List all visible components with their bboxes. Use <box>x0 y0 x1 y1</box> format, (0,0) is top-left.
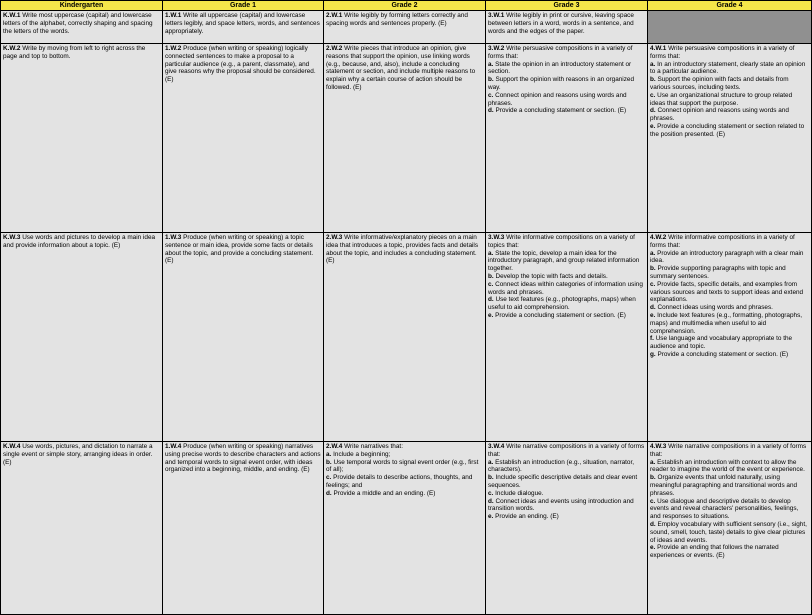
sub-item-text: Connect opinion and reasons using words and phrases. <box>488 91 627 107</box>
sub-item-label: d. <box>650 304 656 312</box>
standard-code: 4.W.3 <box>650 443 667 450</box>
sub-item-text: Provide a concluding statement or section. (E) <box>495 311 626 319</box>
standard-cell <box>324 44 486 233</box>
header-kindergarten: Kindergarten <box>1 1 163 11</box>
sub-item-text: Provide supporting paragraphs with topic and summary sentences. <box>650 265 786 280</box>
standard-text: Write narrative compositions in a variety of forms that: <box>650 443 807 458</box>
standard-text: Write persuasive compositions in a variety of forms that: <box>488 45 633 60</box>
sub-item <box>650 304 809 312</box>
sub-item-label: g. <box>650 350 656 358</box>
sub-item-label: d. <box>650 107 656 115</box>
sub-item-label: f. <box>650 335 654 343</box>
standard-text: Write informative/explanatory pieces on a main idea that introduces a topic, provides facts and details about the topic, and includes a concluding statement. (E) <box>326 234 479 265</box>
sub-item-text: Establish an introduction (e.g., situation, narrator, characters). <box>488 458 635 474</box>
standard-text: Write persuasive compositions in a variety of forms that: <box>650 45 795 60</box>
sub-item-text: Use text features (e.g., photographs, maps) when useful to aid comprehension. <box>488 296 636 312</box>
sub-item-text: Employ vocabulary with sufficient sensory (i.e., sight, sound, smell, touch, taste) details to give clear pictures of ideas and events. <box>650 520 807 544</box>
sub-item <box>488 273 645 281</box>
standard-code: K.W.3 <box>3 234 21 241</box>
sub-item-text: State the topic, develop a main idea for the introductory paragraph, and group related information together. <box>488 249 640 273</box>
sub-item <box>488 459 645 475</box>
standard-cell <box>163 442 324 615</box>
sub-item-label: d. <box>326 489 332 497</box>
sub-item <box>650 265 809 281</box>
sub-item-label: b. <box>488 272 494 280</box>
sub-item-label: c. <box>488 280 494 288</box>
sub-item-label: a. <box>488 458 494 466</box>
standard-code: K.W.4 <box>3 443 21 450</box>
sub-item-label: b. <box>326 458 332 466</box>
sub-item-label: d. <box>488 497 494 505</box>
standard-cell <box>324 233 486 442</box>
sub-item-text: Include dialogue. <box>495 489 544 497</box>
standard-text: Produce (when writing or speaking) logically connected sentences to make a proposal to a particular audience (e.g., a parent, classmate), and give reasons why the proposal should be considered. (E) <box>165 45 316 84</box>
sub-item-label: e. <box>650 122 656 130</box>
standard-text: Write most uppercase (capital) and lowercase letters of the alphabet, correctly shaping and spacing the letters of the words. <box>3 12 153 35</box>
header-grade-4: Grade 4 <box>648 1 812 11</box>
standard-cell <box>163 44 324 233</box>
standard-code: 1.W.3 <box>165 234 182 241</box>
standard-code: 4.W.2 <box>650 234 667 241</box>
standard-text: Write informative compositions in a variety of forms that: <box>650 234 795 249</box>
header-grade-3: Grade 3 <box>486 1 648 11</box>
standard-text: Write legibly by forming letters correctly and spacing words and sentences properly. (E) <box>326 12 468 27</box>
sub-item-label: c. <box>488 91 494 99</box>
sub-item <box>488 474 645 490</box>
standard-cell <box>486 442 648 615</box>
sub-item-label: d. <box>488 107 494 115</box>
standard-code: K.W.2 <box>3 45 21 52</box>
sub-item <box>650 498 809 521</box>
standard-code: 3.W.3 <box>488 234 505 241</box>
standard-code: 3.W.1 <box>488 12 505 19</box>
standard-code: 2.W.3 <box>326 234 343 241</box>
sub-item-label: c. <box>650 280 656 288</box>
standard-code: 2.W.2 <box>326 45 343 52</box>
sub-item <box>650 107 809 123</box>
standard-text: Write narrative compositions in a variety of forms that: <box>488 443 645 458</box>
sub-item <box>650 474 809 497</box>
standard-cell <box>486 233 648 442</box>
standard-cell <box>324 442 486 615</box>
standard-code: 1.W.1 <box>165 12 182 19</box>
sub-item <box>488 296 645 312</box>
sub-item <box>488 92 645 108</box>
sub-item <box>488 312 645 320</box>
standard-code: K.W.1 <box>3 12 21 19</box>
table-row <box>1 442 812 615</box>
standard-cell <box>163 233 324 442</box>
sub-item-text: Develop the topic with facts and details. <box>495 272 608 280</box>
standard-code: 1.W.4 <box>165 443 182 450</box>
standard-text: Write narratives that: <box>344 443 403 450</box>
sub-item <box>650 250 809 266</box>
sub-item-text: Provide a concluding statement or section. (E) <box>657 350 789 358</box>
sub-item-label: a. <box>650 60 656 68</box>
standard-code: 3.W.2 <box>488 45 505 52</box>
standard-cell <box>648 442 812 615</box>
standard-text: Write legibly in print or cursive, leaving space between letters in a word, words in a sentence, and words and the edges of the paper. <box>488 12 634 35</box>
sub-item <box>650 351 809 359</box>
sub-item-text: Provide a middle and an ending. (E) <box>333 489 436 497</box>
sub-item <box>650 521 809 544</box>
sub-item-text: Include a beginning; <box>333 450 391 458</box>
sub-item <box>650 61 809 77</box>
sub-item-text: Support the opinion with reasons in an organized way. <box>488 76 635 91</box>
sub-item-label: b. <box>488 474 494 482</box>
sub-item-label: d. <box>650 520 656 528</box>
sub-item-text: Connect ideas within categories of information using words and phrases. <box>488 280 643 296</box>
sub-item-label: c. <box>326 474 332 482</box>
sub-item-label: c. <box>650 91 656 99</box>
sub-item <box>488 513 645 521</box>
sub-item-text: Provide facts, specific details, and examples from various sources and texts to support ideas and extend explanations. <box>650 280 804 304</box>
sub-item-text: Include text features (e.g., formatting, photographs, maps) and multimedia when useful to aid comprehension. <box>650 311 803 335</box>
standard-code: 1.W.2 <box>165 45 182 52</box>
sub-item-label: e. <box>488 311 494 319</box>
sub-item <box>650 76 809 92</box>
sub-item-text: Provide an ending. (E) <box>495 513 559 521</box>
sub-item-label: b. <box>650 76 656 84</box>
sub-item <box>650 544 809 560</box>
sub-item-text: Connect opinion and reasons using words and phrases. <box>650 107 789 123</box>
sub-item-text: Establish an introduction with context to allow the reader to imagine the world of the event or experience. <box>650 458 805 474</box>
sub-item-label: c. <box>650 497 656 505</box>
sub-item <box>650 123 809 139</box>
empty-cell <box>648 11 812 44</box>
sub-item-label: e. <box>488 513 494 521</box>
sub-item-text: Provide a concluding statement or section related to the position presented. (E) <box>650 122 805 138</box>
header-row <box>1 1 812 11</box>
sub-item-text: Use an organizational structure to group related ideas that support the purpose. <box>650 91 793 107</box>
standard-cell <box>486 11 648 44</box>
sub-item <box>488 250 645 273</box>
standard-text: Write all uppercase (capital) and lowercase letters legibly, and space letters, words, and sentences appropriately. <box>165 12 320 35</box>
sub-item <box>488 76 645 92</box>
sub-item <box>326 451 483 459</box>
standard-text: Use words and pictures to develop a main idea and provide information about a topic. (E) <box>3 234 156 249</box>
sub-item-label: e. <box>650 311 656 319</box>
standard-cell <box>1 44 163 233</box>
sub-item-text: Connect ideas using words and phrases. <box>657 304 773 312</box>
standard-cell <box>324 11 486 44</box>
sub-item-text: Support the opinion with facts and details from various sources, including texts. <box>650 76 789 91</box>
sub-item-label: b. <box>650 265 656 273</box>
sub-item-text: Use dialogue and descriptive details to develop events and reveal characters' personalities, feelings, and responses to situations. <box>650 497 799 521</box>
sub-item-text: Use temporal words to signal event order (e.g., first of all); <box>326 458 479 474</box>
sub-item-text: Include specific descriptive details and clear event sequences. <box>488 474 638 489</box>
sub-item <box>326 474 483 490</box>
sub-item-label: d. <box>488 296 494 304</box>
sub-item <box>650 335 809 351</box>
sub-item-text: Organize events that unfold naturally, using meaningful paragraphing and transitional words and phrases. <box>650 474 798 497</box>
sub-item-label: c. <box>488 489 494 497</box>
sub-item-label: a. <box>650 458 656 466</box>
table-row <box>1 11 812 44</box>
sub-item-label: a. <box>488 60 494 68</box>
sub-item-label: a. <box>650 249 656 257</box>
sub-item <box>326 490 483 498</box>
table-row <box>1 44 812 233</box>
sub-item-label: a. <box>326 450 332 458</box>
standard-code: 4.W.1 <box>650 45 667 52</box>
standard-cell <box>648 233 812 442</box>
sub-item <box>488 61 645 77</box>
standard-cell <box>1 11 163 44</box>
standard-cell <box>486 44 648 233</box>
sub-item-text: Provide an ending that follows the narrated experiences or events. (E) <box>650 544 779 560</box>
sub-item <box>488 281 645 297</box>
standard-cell <box>1 442 163 615</box>
standard-text: Produce (when writing or speaking) narratives using precise words to describe characters and actions and temporal words to signal event order, with ideas organized into a beginning, middle, and ending. (E) <box>165 443 321 474</box>
sub-item <box>488 498 645 514</box>
table-row <box>1 233 812 442</box>
sub-item <box>488 490 645 498</box>
sub-item-label: a. <box>488 249 494 257</box>
sub-item-text: Use language and vocabulary appropriate to the audience and topic. <box>650 335 793 351</box>
sub-item <box>650 281 809 304</box>
header-grade-2: Grade 2 <box>324 1 486 11</box>
sub-item-text: Connect ideas and events using introduction and transition words. <box>488 497 634 513</box>
standard-text: Use words, pictures, and dictation to narrate a single event or simple story, arranging ideas in order. (E) <box>3 443 153 466</box>
sub-item-label: e. <box>650 544 656 552</box>
standard-code: 2.W.1 <box>326 12 343 19</box>
sub-item-text: Provide details to describe actions, thoughts, and feelings; and <box>326 474 473 489</box>
sub-item <box>650 92 809 108</box>
sub-item-label: b. <box>650 474 656 482</box>
standard-cell <box>163 11 324 44</box>
sub-item <box>488 107 645 115</box>
standard-text: Produce (when writing or speaking) a topic sentence or main idea, provide some facts or details about the topic, and provide a concluding statement. (E) <box>165 234 314 265</box>
standard-cell <box>1 233 163 442</box>
sub-item <box>650 312 809 335</box>
standard-code: 2.W.4 <box>326 443 343 450</box>
sub-item-text: State the opinion in an introductory statement or section. <box>488 60 632 76</box>
standard-text: Write informative compositions on a variety of topics that: <box>488 234 635 249</box>
sub-item <box>650 459 809 475</box>
sub-item-text: Provide a concluding statement or section. (E) <box>495 107 627 115</box>
header-grade-1: Grade 1 <box>163 1 324 11</box>
standard-code: 3.W.4 <box>488 443 505 450</box>
sub-item <box>326 459 483 475</box>
standard-text: Write pieces that introduce an opinion, give reasons that support the opinion, use linking words (e.g., because, and, also), include a concluding statement or section, and include multiple reasons to explain why a certain course of action should be followed. (E) <box>326 45 476 91</box>
standard-text: Write by moving from left to right across the page and top to bottom. <box>3 45 146 60</box>
sub-item-text: In an introductory statement, clearly state an opinion to a particular audience. <box>650 60 806 76</box>
sub-item-label: b. <box>488 76 494 84</box>
sub-item-text: Provide an introductory paragraph with a clear main idea. <box>650 249 804 265</box>
standard-cell <box>648 44 812 233</box>
